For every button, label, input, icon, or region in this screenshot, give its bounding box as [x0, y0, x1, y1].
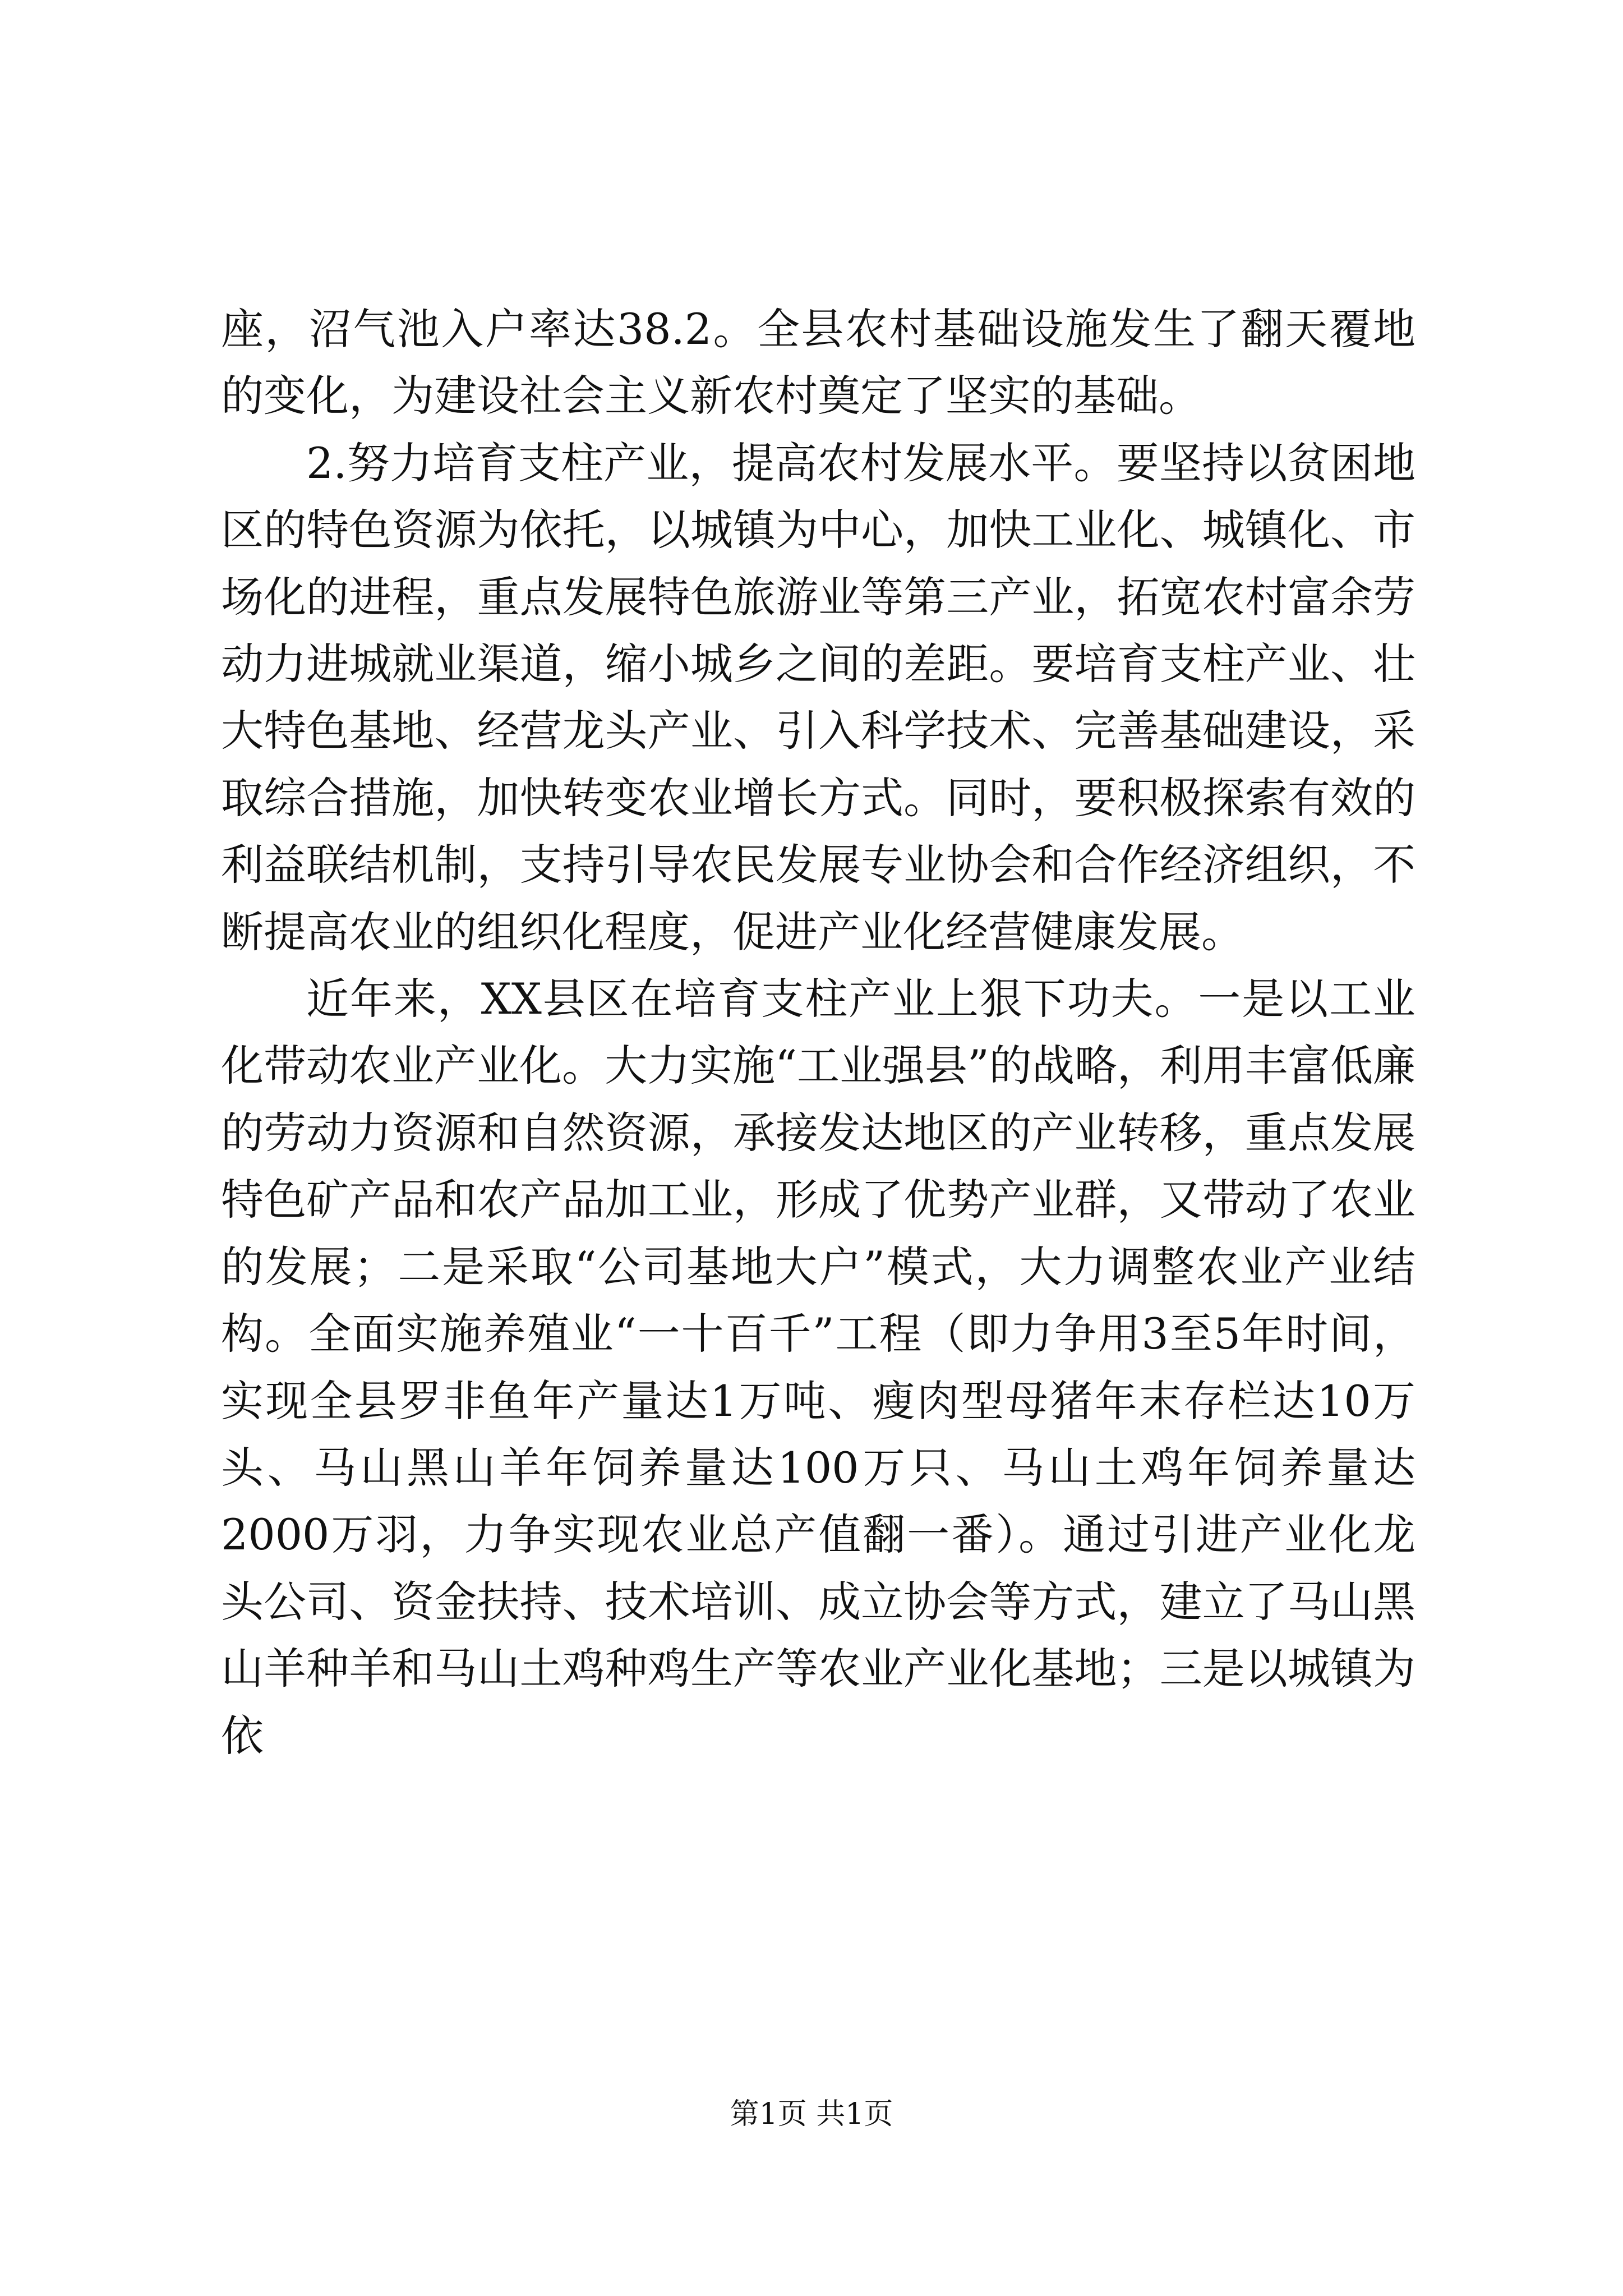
paragraph-3: 近年来，XX县区在培育支柱产业上狠下功夫。一是以工业化带动农业产业化。大力实施“工业强县”的战略，利用丰富低廉的劳动力资源和自然资源，承接发达地区的产业转移，重点发展特色矿产品和农产品加工业，形成了优势产业群，又带动了农业的发展；二是采取“公司基地大户”模式，大力调整农业产业结构。全面实施养殖业“一十百千”工程（即力争用3至5年时间，实现全县罗非鱼年产量达1万吨、瘦肉型母猪年末存栏达10万头、马山黑山羊年饲养量达100万只、马山土鸡年饲养量达2000万羽，力争实现农业总产值翻一番）。通过引进产业化龙头公司、资金扶持、技术培训、成立协会等方式，建立了马山黑山羊种羊和马山土鸡种鸡生产等农业产业化基地；三是以城镇为依	[221, 974, 1415, 1761]
paragraph-2: 2.努力培育支柱产业，提高农村发展水平。要坚持以贫困地区的特色资源为依托，以城镇为中心，加快工业化、城镇化、市场化的进程，重点发展特色旅游业等第三产业，拓宽农村富余劳动力进城就业渠道，缩小城乡之间的差距。要培育支柱产业、壮大特色基地、经营龙头产业、引入科学技术、完善基础建设，采取综合措施，加快转变农业增长方式。同时，要积极探索有效的利益联结机制，支持引导农民发展专业协会和合作经济组织，不断提高农业的组织化程度，促进产业化经营健康发展。	[221, 438, 1415, 957]
document-body	[221, 296, 1415, 1769]
paragraph-1: 座，沼气池入户率达38.2。全县农村基础设施发生了翻天覆地的变化，为建设社会主义新农村奠定了坚实的基础。	[221, 304, 1415, 421]
page-footer: 第1页 共1页	[730, 2097, 893, 2131]
